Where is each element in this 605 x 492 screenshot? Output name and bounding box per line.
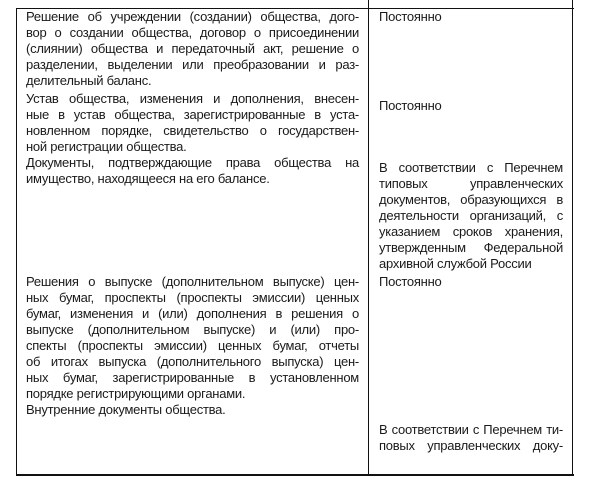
text-line: утвержденным Федеральной <box>379 240 563 255</box>
text-line: Внутренние документы общества. <box>26 402 226 417</box>
text-line: типовых управленческих <box>379 176 563 191</box>
text-line: порядке регистрирующими органами. <box>26 386 246 401</box>
table-border-right <box>572 0 573 476</box>
retention-term-cell <box>379 422 563 454</box>
text-line: указанием сроков хранения, <box>379 224 563 239</box>
text-line: документов, образующихся в <box>379 192 563 207</box>
text-line: ной регистрации общества. <box>26 139 187 154</box>
table-border-bottom <box>16 474 574 476</box>
document-cell <box>26 91 359 155</box>
text-line: разделении, выделении или преобразовании и раз- <box>26 57 359 72</box>
text-line: Решения о выпуске (дополнительном выпуске) цен- <box>26 274 359 289</box>
text-line: Постоянно <box>379 274 442 289</box>
text-line: бумаг, изменения и (или) дополнения в решения о <box>26 306 359 321</box>
text-line: об итогах выпуска (дополнительного выпуска) цен- <box>26 354 359 369</box>
retention-term-cell <box>379 98 563 114</box>
text-line: В соответствии с Перечнем <box>379 160 563 175</box>
text-line: повых управленческих доку- <box>379 438 563 453</box>
text-line: выпуске (дополнительном выпуске) и (или) про- <box>26 322 359 337</box>
text-line: (слиянии) общества и передаточный акт, решение о <box>26 41 359 56</box>
text-line: имущество, находящееся на его балансе. <box>26 171 270 186</box>
document-cell <box>26 402 359 418</box>
text-line: спекты (проспекты эмиссии) ценных бумаг, отчеты <box>26 338 359 353</box>
text-line: ных бумаг, зарегистрированные в установленном <box>26 370 359 385</box>
text-line: архивной службой России <box>379 256 532 271</box>
document-cell <box>26 274 359 402</box>
text-line: В соответствии с Перечнем ти- <box>379 422 563 437</box>
text-line: деятельности организаций, с <box>379 208 563 223</box>
text-line: вор о создании общества, договор о присоединении <box>26 25 359 40</box>
document-cell <box>26 9 359 89</box>
text-line: Решение об учреждении (создании) общества, дого- <box>26 9 359 24</box>
retention-term-cell <box>379 9 563 25</box>
retention-term-cell <box>379 274 563 290</box>
text-line: новленном порядке, свидетельство о государствен- <box>26 123 359 138</box>
text-line: Постоянно <box>379 98 442 113</box>
text-line: Постоянно <box>379 9 442 24</box>
table-border-left <box>16 8 17 476</box>
text-line: Документы, подтверждающие права общества на <box>26 155 359 170</box>
text-line: делительный баланс. <box>26 73 152 88</box>
text-line: ные в устав общества, зарегистрированные в уста- <box>26 107 359 122</box>
column-divider <box>368 0 369 476</box>
text-line: Устав общества, изменения и дополнения, внесен- <box>26 91 359 106</box>
text-line: ных бумаг, проспекты (проспекты эмиссии) ценных <box>26 290 359 305</box>
retention-term-cell <box>379 160 563 272</box>
document-cell <box>26 155 359 187</box>
